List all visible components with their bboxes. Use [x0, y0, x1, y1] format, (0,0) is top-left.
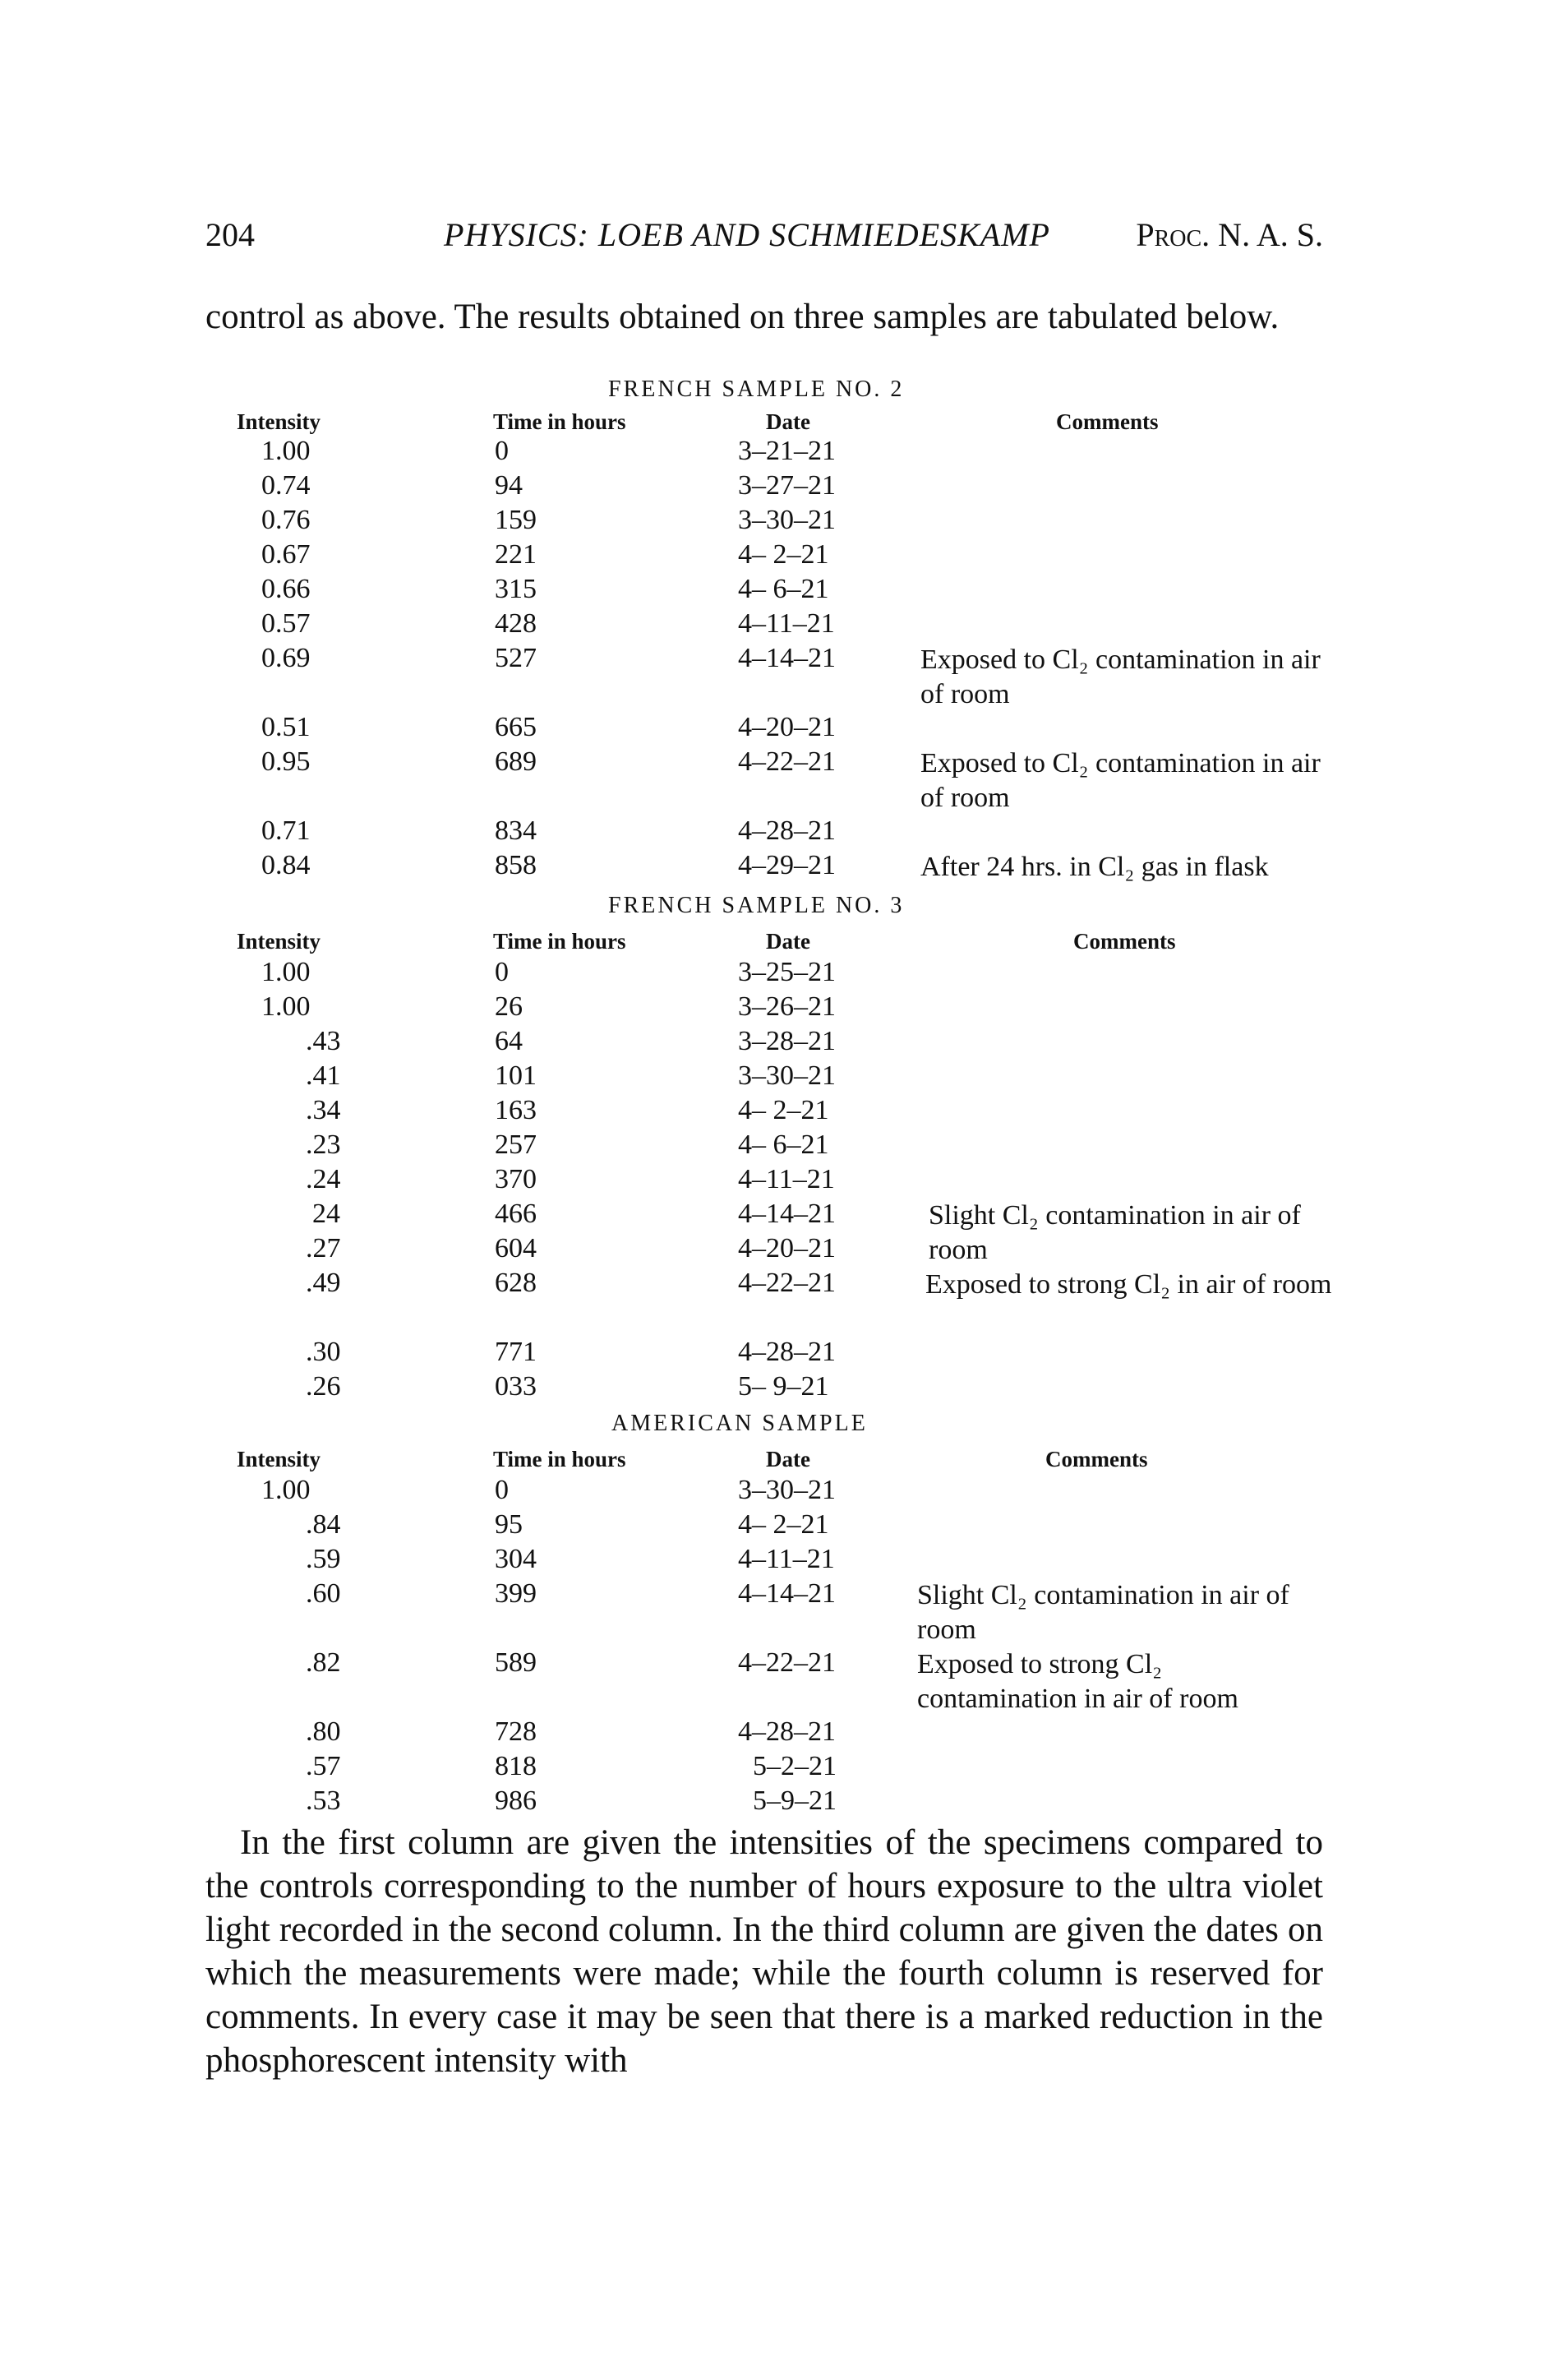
- comment-cell: Exposed to strong Cl₂ in air of room: [925, 1269, 1332, 1300]
- table-row: .49 628 4–22–21 Exposed to strong Cl₂ in air of room: [0, 1268, 1568, 1337]
- table-row: 0.67 221 4– 2–21: [261, 539, 829, 570]
- col-header-time: Time in hours: [493, 409, 626, 434]
- table-row: 0.74 94 3–27–21: [261, 470, 836, 501]
- comment-cell: Exposed to Cl₂ contamination in air of room: [920, 748, 1321, 813]
- comment-cell: Exposed to strong Cl₂ contamination in air of room: [917, 1649, 1238, 1714]
- comment-cell: Slight Cl₂ contamination in air of room: [929, 1200, 1301, 1265]
- col-header-date: Date: [766, 1447, 810, 1471]
- table-row: 0.51 665 4–20–21: [261, 712, 836, 742]
- table-row: 24 466 4–14–21 Slight Cl₂ contamination in air of room: [0, 1199, 1568, 1268]
- intro-paragraph: control as above. The results obtained on three samples are tabulated below.: [205, 298, 1280, 336]
- page-number: 204: [205, 216, 255, 253]
- table-row: 0.95 689 4–22–21 Exposed to Cl₂ contamination in air of room: [0, 746, 1568, 815]
- table-row: .23 257 4– 6–21: [306, 1129, 829, 1160]
- table-row: .53 986 5–9–21: [306, 1785, 837, 1816]
- table-row: .84 95 4– 2–21: [306, 1509, 829, 1540]
- table-row: 0.76 159 3–30–21: [261, 505, 836, 535]
- table-row: .24 370 4–11–21: [306, 1164, 835, 1194]
- running-header: [205, 215, 1323, 256]
- table-row: .57 818 5–2–21: [306, 1751, 837, 1781]
- comment-cell: After 24 hrs. in Cl₂ gas in flask: [920, 852, 1269, 882]
- col-header-comments: Comments: [1045, 1447, 1148, 1471]
- col-header-comments: Comments: [1056, 409, 1159, 434]
- table-row: 0.69 527 4–14–21 Exposed to Cl₂ contamination in air of room: [0, 643, 1568, 712]
- table-row: .30 771 4–28–21: [306, 1337, 836, 1367]
- table-row: .80 728 4–28–21: [306, 1716, 836, 1747]
- col-header-date: Date: [766, 409, 810, 434]
- col-header-intensity: Intensity: [237, 929, 321, 954]
- table-row: .34 163 4– 2–21: [306, 1095, 829, 1125]
- table-row: .43 64 3–28–21: [306, 1026, 836, 1056]
- table-row: 0.84 858 4–29–21 After 24 hrs. in Cl₂ gas in flask: [0, 850, 1568, 885]
- comment-cell: Exposed to Cl₂ contamination in air of room: [920, 644, 1321, 709]
- table-row: .26 033 5– 9–21: [306, 1371, 829, 1402]
- col-header-intensity: Intensity: [237, 409, 321, 434]
- table-row: 1.00 26 3–26–21: [261, 991, 836, 1022]
- table-row: .82 589 4–22–21 Exposed to strong Cl₂ contamination in air of room: [0, 1647, 1568, 1716]
- table-title: FRENCH SAMPLE NO. 3: [608, 893, 905, 918]
- journal-name: Proc. N. A. S.: [1136, 216, 1323, 253]
- table-row: .41 101 3–30–21: [306, 1060, 836, 1091]
- col-header-comments: Comments: [1073, 929, 1176, 954]
- table-row: 0.71 834 4–28–21: [261, 815, 836, 846]
- table-title: AMERICAN SAMPLE: [611, 1411, 868, 1436]
- table-row: .60 399 4–14–21 Slight Cl₂ contamination in air of room: [0, 1578, 1568, 1647]
- col-header-intensity: Intensity: [237, 1447, 321, 1471]
- table-row: 1.00 0 3–30–21: [261, 1475, 836, 1505]
- col-header-time: Time in hours: [493, 929, 626, 954]
- table-row: 1.00 0 3–21–21: [261, 436, 836, 466]
- col-header-date: Date: [766, 929, 810, 954]
- col-header-time: Time in hours: [493, 1447, 626, 1471]
- closing-paragraph: In the first column are given the intensities of the specimens compared to the controls corresponding to the number of hours exposure to the ultra violet light recorded in the second column. In the third column are given the dates on which the measurements were made; while the fourth column is reserved for comments. In every case it may be seen that there is a marked reduction in the phosphorescent intensity with: [205, 1823, 1323, 2080]
- running-title: PHYSICS: LOEB AND SCHMIEDESKAMP: [444, 216, 1050, 253]
- table-row: 0.66 315 4– 6–21: [261, 574, 829, 604]
- table-row: 1.00 0 3–25–21: [261, 957, 836, 987]
- comment-cell: Slight Cl₂ contamination in air of room: [917, 1580, 1289, 1645]
- table-row: .27 604 4–20–21: [306, 1233, 836, 1263]
- table-row: 0.57 428 4–11–21: [261, 608, 835, 639]
- table-row: .59 304 4–11–21: [306, 1544, 835, 1574]
- table-title: FRENCH SAMPLE NO. 2: [608, 376, 905, 402]
